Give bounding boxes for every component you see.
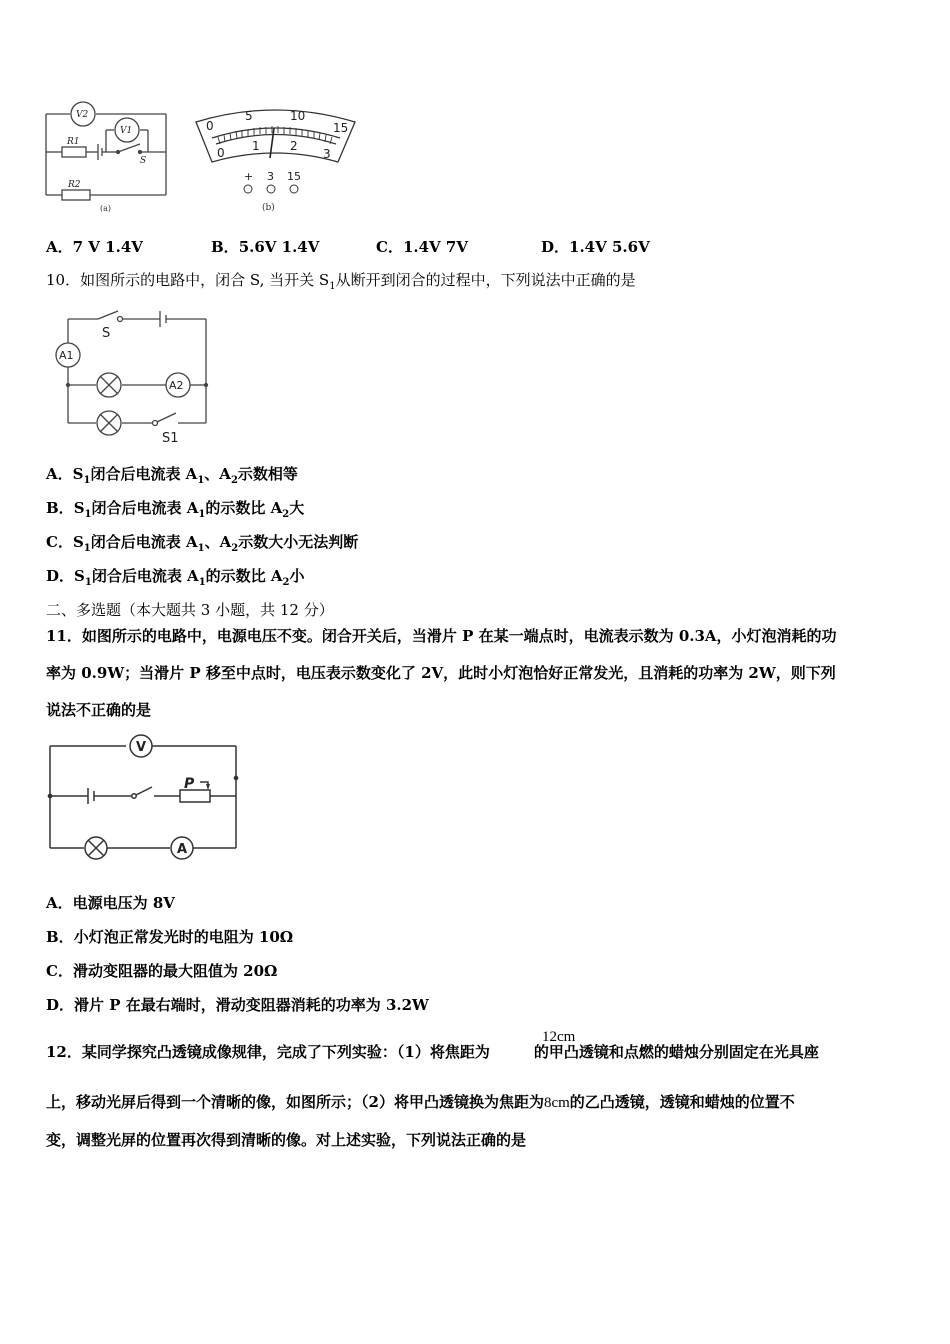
q9-terminal-3: 3 xyxy=(267,170,274,183)
q9-circuit-figure-a xyxy=(40,100,175,215)
q9-v2-label: V2 xyxy=(76,110,89,120)
q10-a1-label: A1 xyxy=(59,349,74,362)
q9-terminal-plus: + xyxy=(244,170,254,183)
q11-stem-line-2: 率为 0.9W；当滑片 P 移至中点时，电压表示数变化了 2V，此时小灯泡恰好正常发光，且消耗的功率为 2W，则下列 xyxy=(46,664,836,682)
q10-option-b[interactable]: B．$S_1$闭合后电流表 $A_1$的示数比 $A_2$大 xyxy=(46,499,305,520)
section-2-heading: 二、多选题（本大题共 3 小题，共 12 分） xyxy=(46,601,334,619)
q9-fig-a-caption: (a) xyxy=(100,204,112,213)
q12-stem-line-2: 上，移动光屏后得到一个清晰的像，如图所示；（2）将甲凸透镜换为焦距为8cm的乙凸透镜，透镜和蜡烛的位置不 xyxy=(46,1093,795,1111)
q11-option-a[interactable]: A．电源电压为 8V xyxy=(46,894,175,912)
q9-option-d[interactable]: D．1.4V 5.6V xyxy=(541,238,650,256)
q9-scale-bottom-1: 1 xyxy=(252,139,260,153)
q9-fig-b-caption: (b) xyxy=(262,203,275,213)
q10-stem: 10．如图所示的电路中，闭合 S, 当开关 $S_1$从断开到闭合的过程中，下列说法中正确的是 xyxy=(46,271,636,292)
q11-a-label: A xyxy=(177,842,188,857)
q9-scale-bottom-2: 2 xyxy=(290,139,298,153)
q11-circuit-svg xyxy=(44,730,244,865)
q12-stem-line-3: 变，调整光屏的位置再次得到清晰的像。对上述实验，下列说法正确的是 xyxy=(46,1131,527,1149)
q10-option-a[interactable]: A．$S_1$闭合后电流表 $A_1$、$A_2$示数相等 xyxy=(46,465,298,486)
q10-option-d[interactable]: D．$S_1$闭合后电流表 $A_1$的示数比 $A_2$小 xyxy=(46,567,305,588)
q9-voltmeter-svg xyxy=(190,100,365,218)
q10-circuit-figure xyxy=(48,305,213,445)
q9-circuit-a-svg xyxy=(40,100,175,215)
q9-option-c[interactable]: C．1.4V 7V xyxy=(376,238,468,256)
q10-a2-label: A2 xyxy=(169,379,184,392)
q11-option-d[interactable]: D．滑片 P 在最右端时，滑动变阻器消耗的功率为 3.2W xyxy=(46,996,429,1014)
q10-s1-label: S1 xyxy=(162,431,179,445)
q9-r2-label: R2 xyxy=(68,180,81,190)
q9-scale-top-2: 10 xyxy=(290,109,306,123)
q9-scale-top-0: 0 xyxy=(206,119,214,133)
q11-circuit-figure xyxy=(44,730,244,865)
q11-stem-line-1: 11．如图所示的电路中，电源电压不变。闭合开关后，当滑片 P 在某一端点时，电流表示数为 0.3A，小灯泡消耗的功 xyxy=(46,627,837,645)
q11-stem-line-3: 说法不正确的是 xyxy=(46,701,152,719)
q9-terminal-15: 15 xyxy=(287,170,301,183)
q9-scale-top-1: 5 xyxy=(245,109,253,123)
q11-option-c[interactable]: C．滑动变阻器的最大阻值为 20Ω xyxy=(46,962,278,980)
q11-p-label: P xyxy=(184,776,195,792)
q9-scale-top-3: 15 xyxy=(333,121,349,135)
q12-stem-line-1: 12．某同学探究凸透镜成像规律，完成了下列实验：（1）将焦距为 的甲凸透镜和点燃的蜡烛分别固定在光具座 xyxy=(46,1043,819,1061)
q9-scale-bottom-0: 0 xyxy=(217,146,225,160)
q10-s-label: S xyxy=(102,326,111,341)
q12-focal-length-12cm: 12cm xyxy=(542,1029,576,1045)
q11-option-b[interactable]: B．小灯泡正常发光时的电阻为 10Ω xyxy=(46,928,294,946)
q10-option-c[interactable]: C．$S_1$闭合后电流表 $A_1$、$A_2$示数大小无法判断 xyxy=(46,533,359,554)
q9-option-b[interactable]: B．5.6V 1.4V xyxy=(211,238,320,256)
q9-s-label: S xyxy=(140,156,147,166)
q9-v1-label: V1 xyxy=(120,126,133,136)
q10-circuit-svg xyxy=(48,305,213,445)
q11-v-label: V xyxy=(136,740,147,755)
q9-scale-bottom-3: 3 xyxy=(323,147,331,161)
q9-voltmeter-figure-b xyxy=(190,100,365,218)
q9-r1-label: R1 xyxy=(67,137,80,147)
q9-option-a[interactable]: A．7 V 1.4V xyxy=(46,238,143,256)
